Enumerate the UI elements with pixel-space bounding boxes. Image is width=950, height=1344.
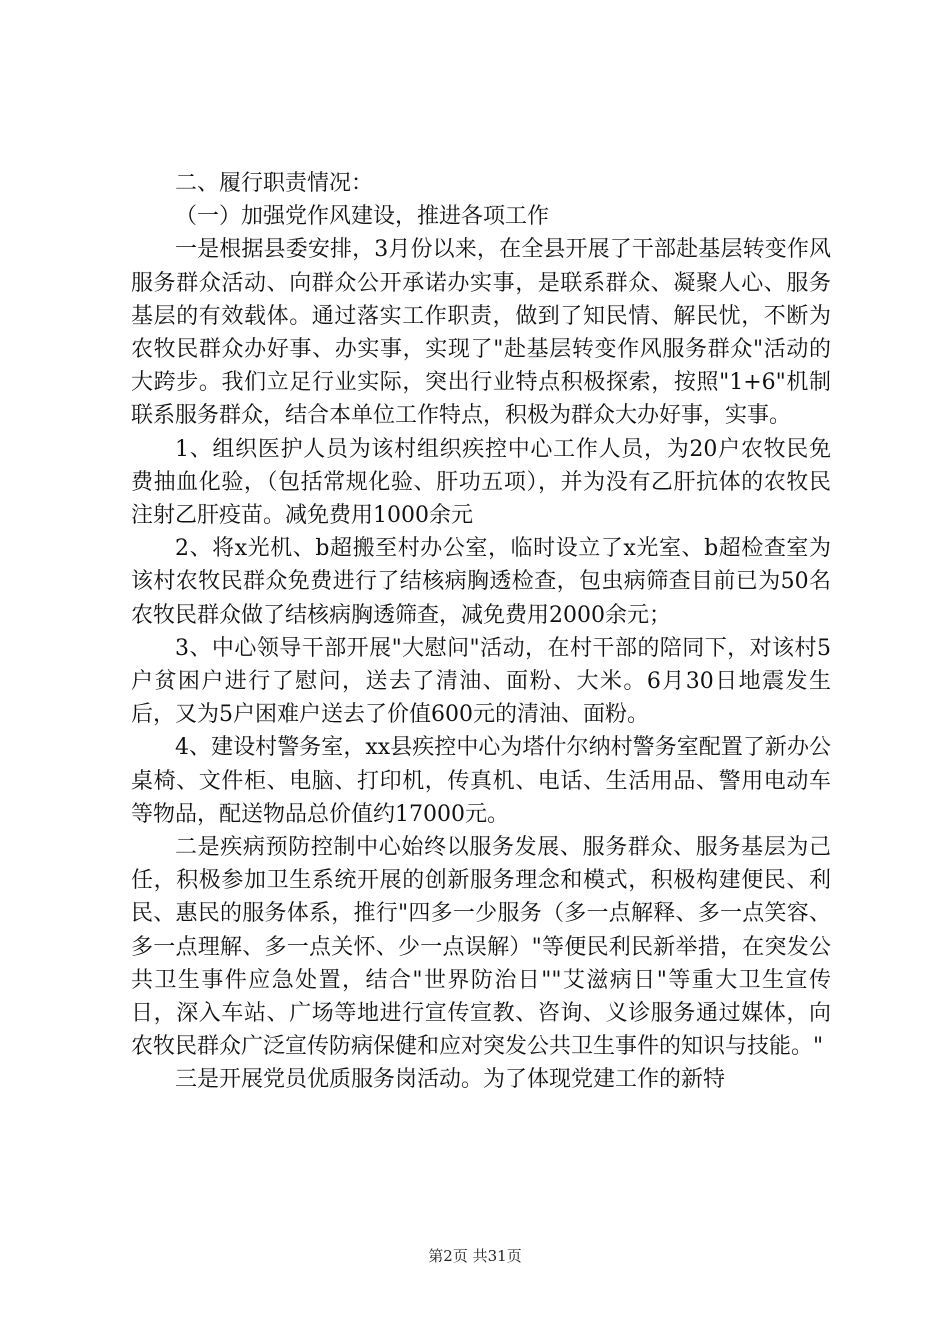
paragraph-6: 二是疾病预防控制中心始终以服务发展、服务群众、服务基层为己任，积极参加卫生系统开展的创新服务理念和模式，积极构建便民、利民、惠民的服务体系，推行"四多一少服务（多一点解释、多一点笑容、多一点理解、多一点关怀、少一点误解）"等便民利民新举措，在突发公共卫生事件应急处置，结合"世界防治日""艾滋病日"等重大卫生宣传日，深入车站、广场等地进行宣传宣教、咨询、义诊服务通过媒体，向农牧民群众广泛宣传防病保健和应对突发公共卫生事件的知识与技能。"	[131, 835, 831, 1060]
paragraph-4: 3、中心领导干部开展"大慰问"活动，在村干部的陪同下，对该村5户贫困户进行了慰问，送去了清油、面粉、大米。6月30日地震发生后，又为5户困难户送去了价值600元的清油、面粉。	[131, 635, 831, 728]
paragraph-7: 三是开展党员优质服务岗活动。为了体现党建工作的新特	[175, 1067, 726, 1093]
section-heading: 二、履行职责情况：	[175, 171, 374, 196]
page-footer: 第2页 共31页	[428, 1247, 522, 1265]
paragraph-5: 4、建设村警务室，xx县疾控中心为塔什尔纳村警务室配置了新办公桌椅、文件柜、电脑、打印机，传真机、电话、生活用品、警用电动车等物品，配送物品总价值约17000元。	[131, 735, 831, 827]
subsection-heading: （一）加强党作风建设，推进各项工作	[175, 204, 550, 230]
paragraph-1: 一是根据县委安排，3月份以来，在全县开展了干部赴基层转变作风服务群众活动、向群众公开承诺办实事，是联系群众、凝聚人心、服务基层的有效载体。通过落实工作职责，做到了知民情、解民忧，不断为农牧民群众办好事、办实事，实现了"赴基层转变作风服务群众"活动的大跨步。我们立足行业实际，突出行业特点积极探索，按照"1+6"机制联系服务群众，结合本单位工作特点，积极为群众大办好事，实事。	[131, 237, 831, 429]
document-body	[131, 167, 831, 1097]
paragraph-3: 2、将x光机、b超搬至村办公室，临时设立了x光室、b超检查室为该村农牧民群众免费进行了结核病胸透检查，包虫病筛查目前已为50名农牧民群众做了结核病胸透筛查，减免费用2000余元；	[131, 536, 831, 628]
paragraph-2: 1、组织医护人员为该村组织疾控中心工作人员，为20户农牧民免费抽血化验，（包括常规化验、肝功五项），并为没有乙肝抗体的农牧民注射乙肝疫苗。减免费用1000余元	[131, 436, 831, 529]
